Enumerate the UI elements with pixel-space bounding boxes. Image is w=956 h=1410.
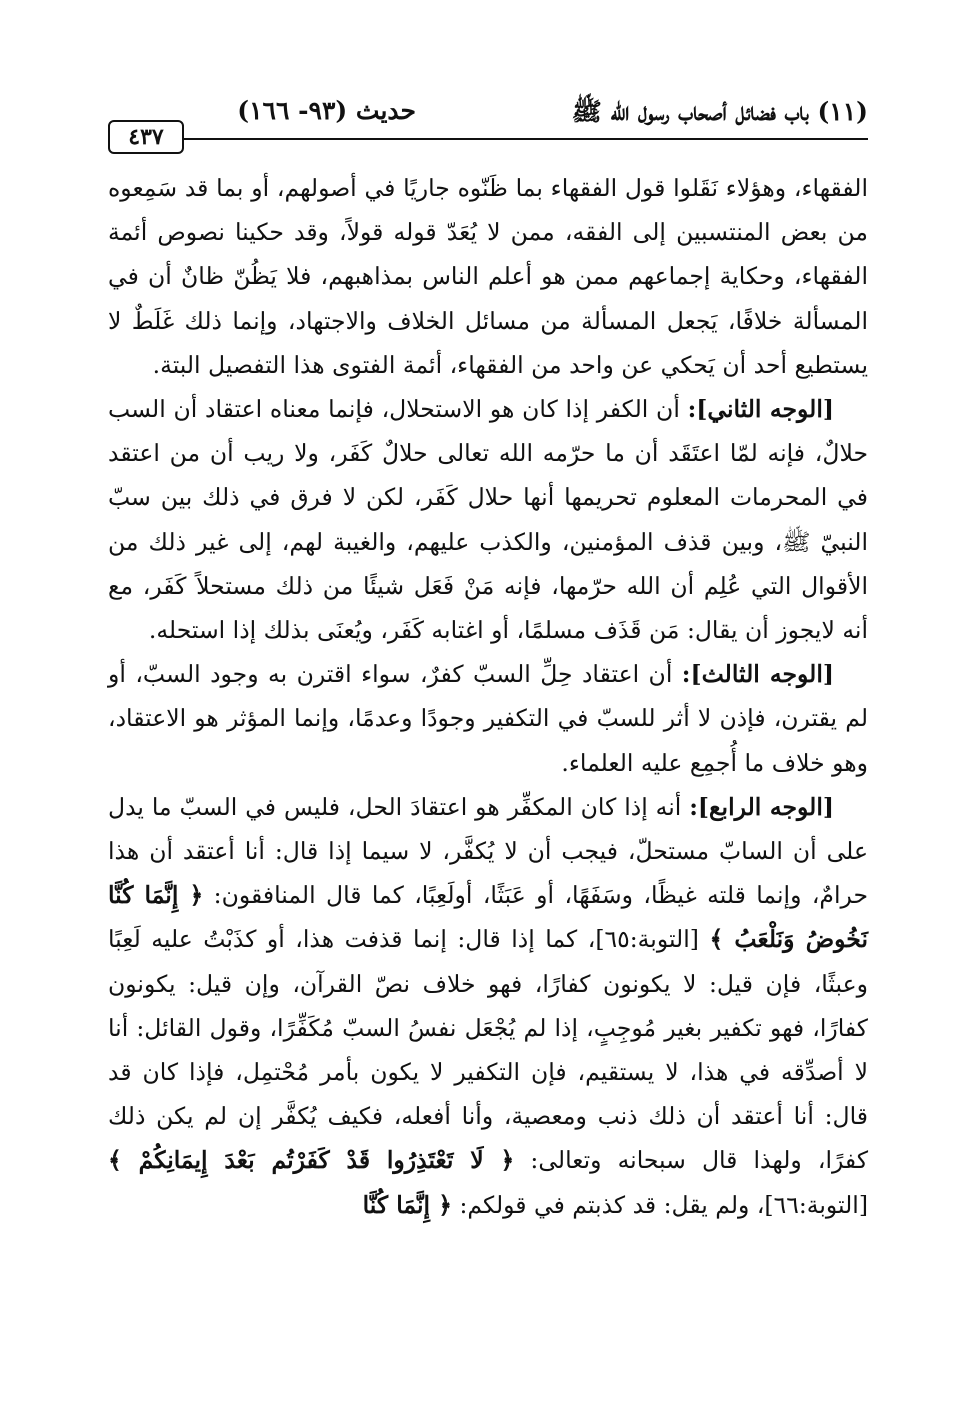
page-number: ٤٣٧ <box>108 120 184 154</box>
quran-quote: ﴿ إِنَّمَا كُنَّا <box>362 1190 452 1219</box>
paragraph <box>108 785 868 1227</box>
quran-quote: ﴿ إِنَّمَا كُنَّا نَخُوضُ وَنَلْعَبُ ﴾ <box>108 881 868 954</box>
section-heading: [الوجه الرابع]: <box>689 792 834 821</box>
paragraph-text: الفقهاء، وهؤلاء نَقَلوا قول الفقهاء بما ظَنّوه جاريًا في أصولهم، أو بما قد سَمِعوه من بعض المنتسبين إلى الفقه، ممن لا يُعَدّ قوله قولاً، وقد حكينا نصوص أئمة الفقهاء، وحكاية إجماعهم ممن هو أعلم الناس بمذاهبهم، فلا يَظُنّ ظانٌ أن في المسألة خلافًا، يَجعل المسألة من مسائل الخلاف والاجتهاد، وإنما ذلك غَلَطٌ لا يستطيع أحد أن يَحكي عن واحد من الفقهاء، أئمة الفتوى هذا التفصيل البتة. <box>108 174 868 379</box>
hadith-range: حديث (٩٣- ١٦٦) <box>237 96 416 125</box>
section-heading: [الوجه الثالث]: <box>681 660 834 689</box>
quran-quote: ﴿ لَا تَعْتَذِرُوا قَدْ كَفَرْتُم بَعْدَ إِيمَانِكُمْ ﴾ <box>108 1146 515 1175</box>
paragraph-text: أن الكفر إذا كان هو الاستحلال، فإنما معناه اعتقاد أن السب حلالٌ، فإنه لمّا اعتَقَد أن ما حرّمه الله تعالى حلالٌ كَفَر، ولا ريب أن من اعتقد في المحرمات المعلوم تحريمها أنها حلال كَفَر، لكن لا فرق في ذلك بين سبّ النبيّ ﷺ، وبين قذف المؤمنين، والكذب عليهم، والغيبة لهم، إلى غير ذلك من الأقوال التي عُلِم أن الله حرّمها، فإنه مَنْ فَعَل شيئًا من ذلك مستحلاً كَفَر، مع أنه لايجوز أن يقال: مَن قَذَف مسلمًا، أو اغتابه كَفَر، ويُعنَى بذلك إذا استحله. <box>108 395 868 645</box>
running-header <box>108 92 868 148</box>
section-heading: [الوجه الثاني]: <box>687 395 834 424</box>
paragraph-text: [التوبة:٦٥]، كما إذا قال: إنما قذفت هذا، أو كذَبْتُ عليه لَعِبًا وعبثًا، فإن قيل: لا يكونون كفارًا، فهو خلاف نصّ القرآن، وإن قيل: يكونون كفارًا، فهو تكفير بغير مُوجِبٍ، إذا لم يُجْعَل نفسُ السبّ مُكَفِّرًا، وقول القائل: أنا لا أصدِّقه في هذا، لا يستقيم، فإن التكفير لا يكون بأمر مُحْتمِل، فإذا كان قد قال: أنا أعتقد أن ذلك ذنب ومعصية، وأنا أفعله، فكيف يُكفَّر إن لم يكن ذلك كفرًا، ولهذا قال سبحانه وتعالى: <box>108 925 869 1175</box>
header-rule <box>172 138 868 140</box>
paragraph <box>108 166 868 387</box>
paragraph <box>108 387 868 652</box>
main-text <box>108 166 868 1227</box>
paragraph-text: أنه إذا كان المكفِّر هو اعتقادَ الحل، فليس في السبّ ما يدل على أن السابّ مستحلّ، فيجب أن لا يُكفَّر، لا سيما إذا قال: أنا أعتقد أن هذا حرامٌ، وإنما قلته غيظًا، وسَفَهًا، أو عَبَثًا، أولَعِبًا، كما قال المنافقون: <box>108 792 868 910</box>
chapter-title: (١١) باب فضائل أصحاب رسول الله ﷺ <box>571 97 868 126</box>
paragraph-text: [التوبة:٦٦]، ولم يقل: قد كذبتم في قولكم: <box>452 1190 868 1219</box>
paragraph-text: أن اعتقاد حِلِّ السبّ كفرٌ، سواء اقترن به وجود السبّ، أو لم يقترن، فإذن لا أثر للسبّ في التكفير وجودًا وعدمًا، وإنما المؤثر هو الاعتقاد، وهو خلاف ما أُجمِع عليه العلماء. <box>108 660 868 777</box>
paragraph <box>108 652 868 785</box>
